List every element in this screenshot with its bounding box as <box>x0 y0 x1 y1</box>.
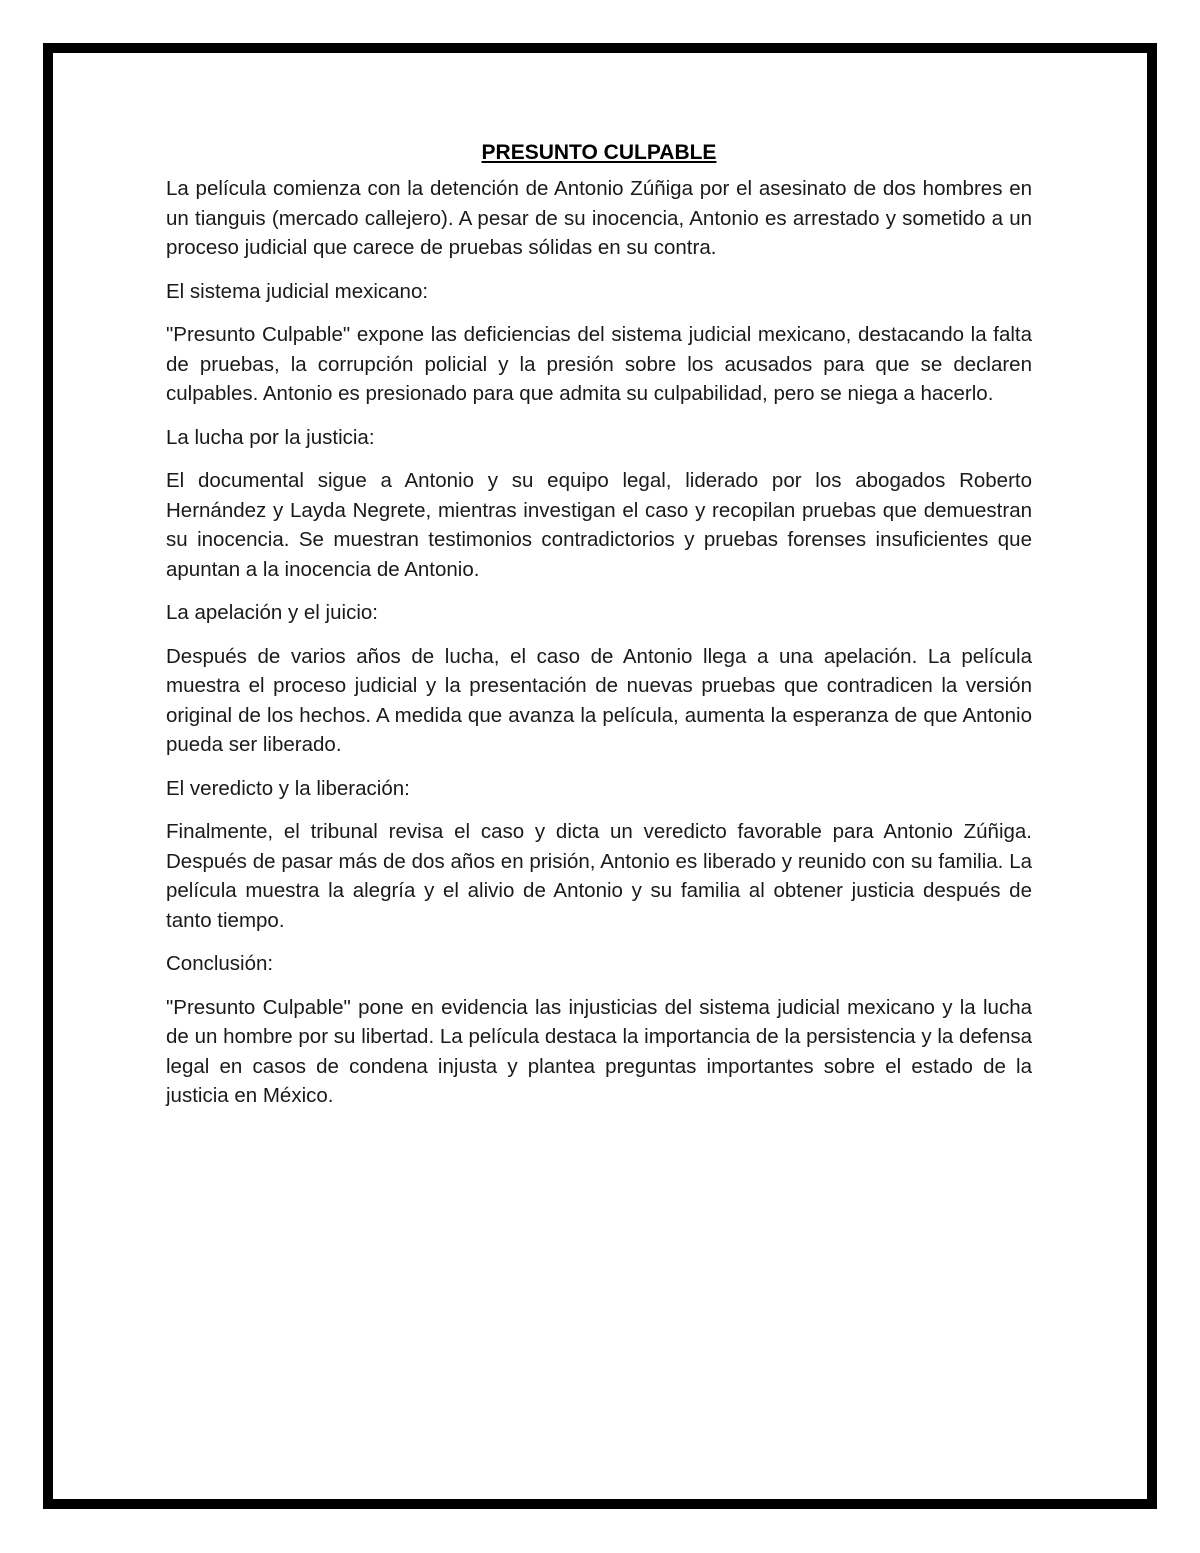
section-heading-conclusion: Conclusión: <box>166 952 274 975</box>
section-body-conclusion: "Presunto Culpable" pone en evidencia las injusticias del sistema judicial mexicano y la lucha de un hombre por su libertad. La película destaca la importancia de la persistencia y la defensa legal en casos de condena injusta y plantea preguntas importantes sobre el estado de la justicia en México. <box>166 995 1032 1107</box>
section-heading-lucha-justicia: La lucha por la justicia: <box>166 425 375 449</box>
document-body <box>166 138 1032 1125</box>
section-heading-apelacion-juicio: La apelación y el juicio: <box>166 601 378 624</box>
section-heading-veredicto-liberacion: El veredicto y la liberación: <box>166 776 410 800</box>
section-body-apelacion-juicio: Después de varios años de lucha, el caso de Antonio llega a una apelación. La película muestra el proceso judicial y la presentación de nuevas pruebas que contradicen la versión original de los hechos. A medida que avanza la película, aumenta la esperanza de que Antonio pueda ser liberado. <box>166 644 1032 756</box>
section-heading-sistema-judicial: El sistema judicial mexicano: <box>166 279 429 303</box>
intro-paragraph: La película comienza con la detención de Antonio Zúñiga por el asesinato de dos hombres en un tianguis (mercado callejero). A pesar de su inocencia, Antonio es arrestado y sometido a un proceso judicial que carece de pruebas sólidas en su contra. <box>166 177 1032 259</box>
section-body-veredicto-liberacion: Finalmente, el tribunal revisa el caso y dicta un veredicto favorable para Antonio Zúñiga. Después de pasar más de dos años en prisión, Antonio es liberado y reunido con su familia. La película muestra la alegría y el alivio de Antonio y su familia al obtener justicia después de tanto tiempo. <box>166 820 1032 932</box>
section-body-sistema-judicial: "Presunto Culpable" expone las deficiencias del sistema judicial mexicano, destacando la falta de pruebas, la corrupción policial y la presión sobre los acusados para que se declaren culpables. Antonio es presionado para que admita su culpabilidad, pero se niega a hacerlo. <box>166 323 1032 405</box>
section-body-lucha-justicia: El documental sigue a Antonio y su equipo legal, liderado por los abogados Roberto Hernández y Layda Negrete, mientras investigan el caso y recopilan pruebas que demuestran su inocencia. Se muestran testimonios contradictorios y pruebas forenses insuficientes que apuntan a la inocencia de Antonio. <box>166 469 1032 581</box>
document-title: PRESUNTO CULPABLE <box>481 141 717 164</box>
